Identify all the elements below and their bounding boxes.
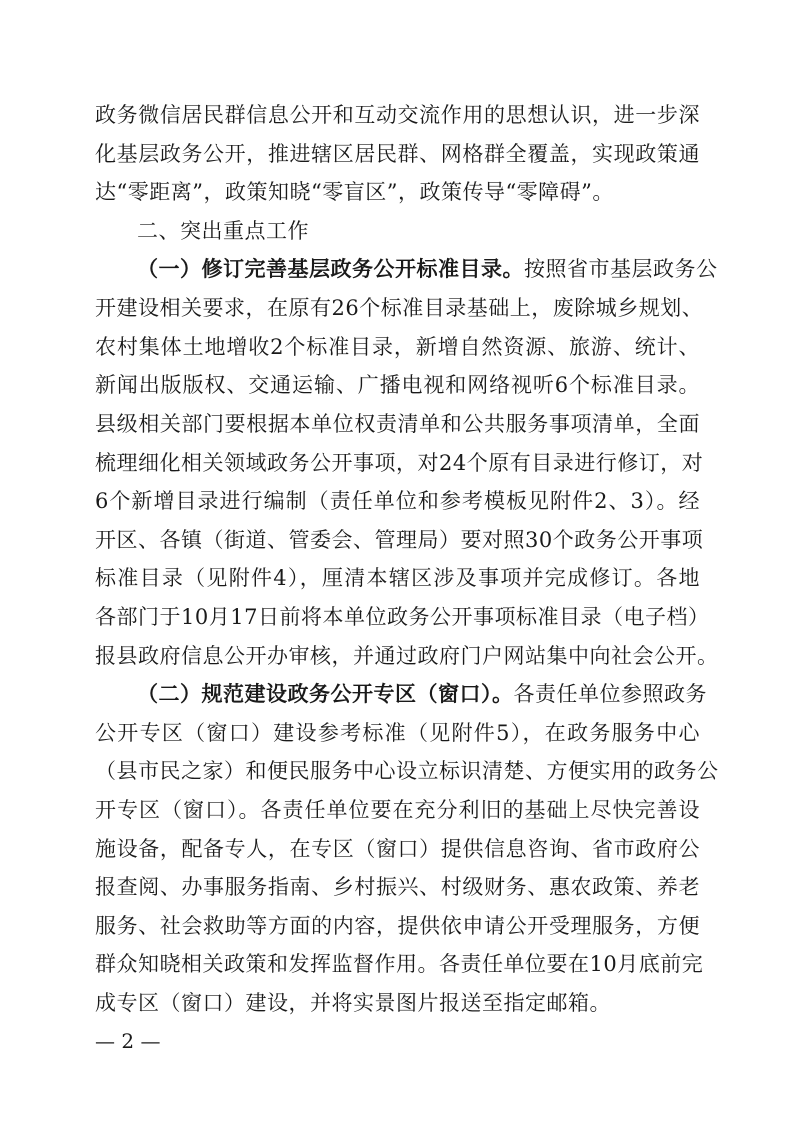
item1-line-8: 开区、各镇（街道、管委会、管理局）要对照30个政务公开事项: [95, 527, 704, 552]
intro-line-1: 政务微信居民群信息公开和互动交流作用的思想认识，进一步深: [95, 103, 700, 127]
item1-line-6: 梳理细化相关领域政务公开事项，对24个原有目录进行修订，对: [95, 450, 704, 475]
item2-title: （二）规范建设政务公开专区（窗口）。: [137, 682, 514, 707]
item2-line-1-rest: 各责任单位参照政务: [513, 682, 707, 707]
page-number: — 2 —: [95, 1029, 161, 1053]
item1-line-1-rest: 按照省市基层政务公: [524, 257, 718, 282]
item1-line-9: 标准目录（见附件4），厘清本辖区涉及事项并完成修订。各地: [95, 566, 700, 591]
intro-line-2: 化基层政务公开，推进辖区居民群、网格群全覆盖，实现政策通: [95, 141, 700, 166]
item1-line-5: 县级相关部门要根据本单位权责清单和公共服务事项清单，全面: [95, 411, 700, 436]
item1-line-4: 新闻出版版权、交通运输、广播电视和网络视听6个标准目录。: [95, 373, 700, 398]
item2-line-2: 公开专区（窗口）建设参考标准（见附件5），在政务服务中心: [95, 720, 700, 745]
item2-line-8: 群众知晓相关政策和发挥监督作用。各责任单位要在10月底前完: [95, 952, 704, 977]
item2-line-3: （县市民之家）和便民服务中心设立标识清楚、方便实用的政务公: [95, 759, 719, 784]
item1-line-10: 各部门于10月17日前将本单位政务公开事项标准目录（电子档）: [95, 604, 710, 629]
item2-line-4: 开专区（窗口）。各责任单位要在充分利旧的基础上尽快完善设: [95, 798, 700, 822]
item2-line-6: 报查阅、办事服务指南、乡村振兴、村级财务、惠农政策、养老: [95, 875, 700, 900]
item1-line-1: [137, 252, 718, 286]
item2-line-9: 成专区（窗口）建设，并将实景图片报送至指定邮箱。: [95, 991, 611, 1015]
item1-line-7: 6个新增目录进行编制（责任单位和参考模板见附件2、3）。经: [95, 489, 700, 514]
item2-line-1: [137, 677, 707, 711]
item2-line-5: 施设备，配备专人，在专区（窗口）提供信息咨询、省市政府公: [95, 836, 700, 861]
item1-line-2: 开建设相关要求，在原有26个标准目录基础上，废除城乡规划、: [95, 296, 704, 320]
section-heading: 二、突出重点工作: [137, 218, 309, 243]
item1-line-3: 农村集体土地增收2个标准目录，新增自然资源、旅游、统计、: [95, 334, 700, 359]
item1-line-11: 报县政府信息公开办审核，并通过政府门户网站集中向社会公开。: [95, 643, 719, 668]
item2-line-7: 服务、社会救助等方面的内容，提供依申请公开受理服务，方便: [95, 913, 700, 938]
item1-title: （一）修订完善基层政务公开标准目录。: [137, 257, 524, 282]
intro-line-3: 达“零距离”，政策知晓“零盲区”，政策传导“零障碍”。: [95, 180, 614, 205]
